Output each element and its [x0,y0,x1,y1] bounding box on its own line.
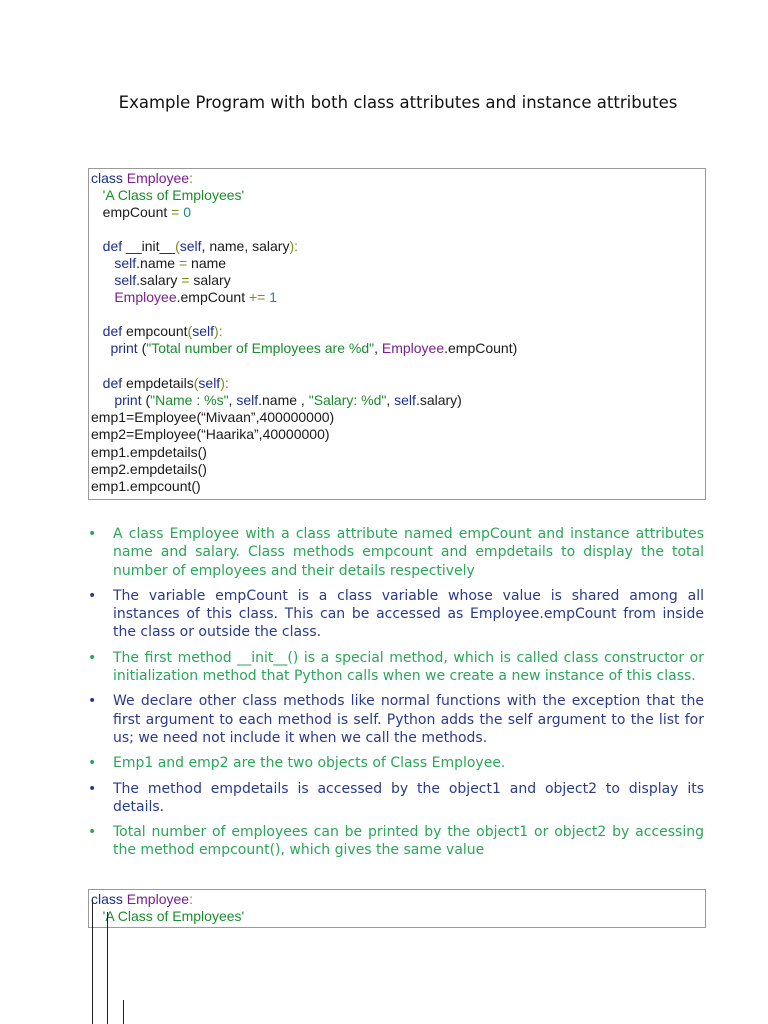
code-line [91,340,517,357]
operator: ( [175,238,180,254]
code-line [91,891,193,908]
code-line [91,392,462,409]
keyword: def [102,238,123,254]
code-line [91,204,191,221]
keyword: def [102,375,123,391]
docstring: 'A Class of Employees' [102,187,245,203]
indent-guide-line [107,912,108,1024]
function-name: empcount [126,323,188,339]
self-keyword: self [179,238,202,254]
comma: , [386,392,395,408]
paren: ( [137,340,147,356]
string: "Total number of Employees are %d" [146,340,375,356]
self-keyword: self [114,255,137,271]
code-line [91,323,223,340]
attribute: .name [136,255,176,271]
attribute: .empCount) [444,340,518,356]
value: salary [193,272,231,288]
class-name: Employee [126,891,190,907]
code-block [88,168,706,500]
paren: ( [141,392,151,408]
list-item: • Total number of employees can be printed by the object1 or object2 by accessing the method empcount(), which gives the same value [88,823,704,860]
number: 1 [269,289,278,305]
string: "Name : %s" [150,392,229,408]
keyword: class [91,170,123,186]
self-keyword: self [236,392,259,408]
attribute: .empCount [176,289,246,305]
operator: ): [289,238,299,254]
list-item: • A class Employee with a class attribute named empCount and instance attributes name and salary. Class methods empcount and empdetails to display the total number of employees and their details respectively [88,525,704,580]
docstring: 'A Class of Employees' [102,908,245,924]
keyword: print [110,340,138,356]
operator: = [181,272,190,288]
attribute: .name , [258,392,309,408]
indent-guide-line [123,1000,124,1024]
operator: ): [220,375,229,391]
function-name: empdetails [126,375,194,391]
code-line: emp2=Employee(“Haarika”,40000000) [91,426,330,442]
attribute: .salary) [415,392,462,408]
string: "Salary: %d" [308,392,387,408]
code-line: emp1=Employee(“Mivaan”,400000000) [91,409,335,425]
code-line [91,187,244,204]
comma: , [374,340,382,356]
self-keyword: self [192,323,214,339]
variable: empCount [102,204,168,220]
self-keyword: self [198,375,221,391]
keyword: print [114,392,142,408]
explanation-list [88,525,704,867]
operator: = [178,255,188,271]
keyword: def [102,323,123,339]
class-name: Employee [126,170,190,186]
code-line: emp1.empcount() [91,478,201,494]
operator: : [189,891,193,907]
indent-guide-line [92,900,93,1024]
comma: , [228,392,237,408]
code-line [91,375,229,392]
attribute: .salary [136,272,178,288]
list-item: • The first method __init__() is a special method, which is called class constructor or initialization method that Python calls when we create a new instance of this class. [88,649,704,686]
operator: += [248,289,266,305]
keyword: class [91,891,123,907]
list-item: • The method empdetails is accessed by the object1 and object2 to display its details. [88,780,704,817]
code-line [91,908,244,925]
operator: ( [193,375,199,391]
operator: = [171,204,180,220]
operator: ( [187,323,193,339]
code-line [91,238,298,255]
list-item: • Emp1 and emp2 are the two objects of Class Employee. [88,754,704,772]
number: 0 [183,204,192,220]
class-name: Employee [114,289,177,305]
page-title: Example Program with both class attributes and instance attributes [118,93,678,112]
arguments: , name, salary [201,238,290,254]
value: name [191,255,227,271]
code-line [91,170,193,187]
code-line: emp2.empdetails() [91,461,207,477]
code-line [91,289,277,306]
function-name: __init__ [126,238,176,254]
list-item: • The variable empCount is a class variable whose value is shared among all instances of this class. This can be accessed as Employee.empCount from inside the class or outside the class. [88,587,704,642]
list-item: • We declare other class methods like normal functions with the exception that the first argument to each method is self. Python adds the self argument to the list for us; we need not include it when we call the methods. [88,692,704,747]
code-line [91,255,226,272]
self-keyword: self [114,272,137,288]
code-line: emp1.empdetails() [91,444,207,460]
operator: : [189,170,193,186]
self-keyword: self [394,392,416,408]
class-name: Employee [381,340,445,356]
code-line [91,272,231,289]
operator: ): [213,323,223,339]
code-block-2 [88,889,706,928]
